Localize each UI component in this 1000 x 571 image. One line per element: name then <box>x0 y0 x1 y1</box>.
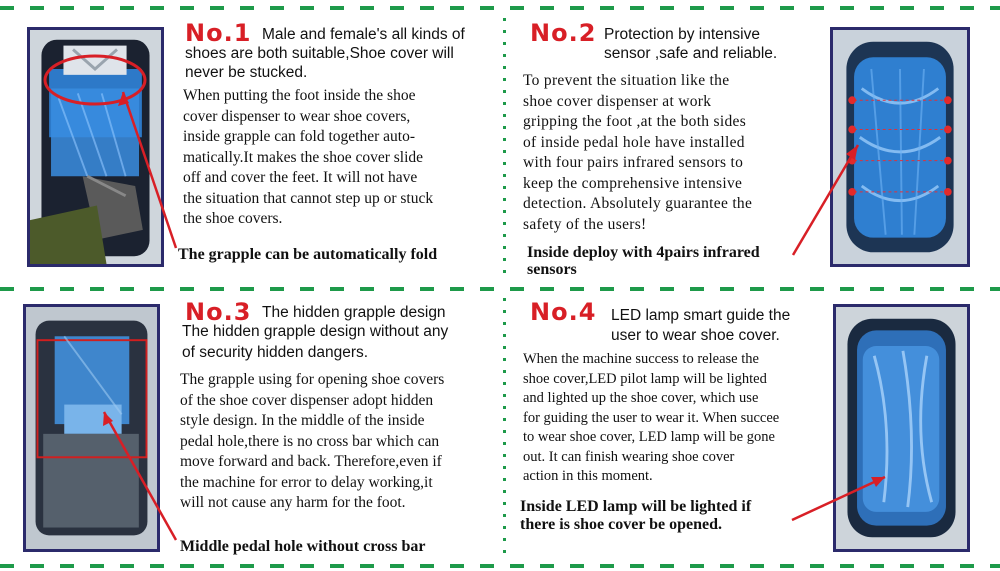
section1-heading-line2: shoes are both suitable,Shoe cover will <box>185 45 454 62</box>
top-divider <box>0 6 1000 10</box>
section3-heading-line2: The hidden grapple design without any <box>182 323 449 340</box>
body-line: off and cover the feet. It will not have <box>183 169 418 186</box>
section2-caption-line2: sensors <box>527 261 577 278</box>
section3-number: No.3 <box>185 298 252 326</box>
body-line: of inside pedal hole have installed <box>523 133 745 151</box>
section4-body <box>523 350 823 487</box>
body-line: of the shoe cover dispenser adopt hidden <box>180 391 434 409</box>
section3-caption: Middle pedal hole without cross bar <box>180 538 426 555</box>
body-line: keep the comprehensive intensive <box>523 174 743 192</box>
section3-body <box>180 370 496 514</box>
section2-heading-line1: Protection by intensive <box>604 26 760 43</box>
section1-heading-line3: never be stucked. <box>185 64 308 81</box>
grapple-photo <box>27 27 164 267</box>
body-line: the situation that cannot step up or stuck <box>183 189 434 207</box>
section3-heading-line3: of security hidden dangers. <box>182 344 369 361</box>
body-line: To prevent the situation like the <box>523 72 730 89</box>
body-line: matically.It makes the shoe cover slide <box>183 148 424 166</box>
section4-number: No.4 <box>530 298 597 326</box>
body-line: When putting the foot inside the shoe <box>183 87 416 104</box>
body-line: move forward and back. Therefore,even if <box>180 453 442 470</box>
body-line: inside grapple can fold together auto- <box>183 128 415 145</box>
section4-caption-line2: there is shoe cover be opened. <box>520 516 723 533</box>
sensor-photo <box>830 27 970 267</box>
center-divider-upper <box>503 18 506 280</box>
body-line: The grapple using for opening shoe covers <box>180 371 445 388</box>
section1-caption: The grapple can be automatically fold <box>178 246 438 263</box>
led-lamp-photo <box>833 304 970 552</box>
section4-caption-line1: Inside LED lamp will be lighted if <box>520 498 752 515</box>
middle-divider <box>0 287 1000 291</box>
body-line: out. It can finish wearing shoe cover <box>523 448 735 465</box>
body-line: When the machine success to release the <box>523 351 759 367</box>
body-line: gripping the foot ,at the both sides <box>523 113 747 130</box>
section1-heading-line1: Male and female's all kinds of <box>262 26 465 43</box>
section1-body <box>183 86 499 230</box>
body-line: shoe cover,LED pilot lamp will be lighted <box>523 370 767 387</box>
body-line: the machine for error to delay working,it <box>180 473 433 491</box>
body-line: action in this moment. <box>523 468 653 484</box>
section2-number: No.2 <box>530 19 597 47</box>
section4-heading-line2: user to wear shoe cover. <box>611 327 780 344</box>
section2-heading-line2: sensor ,safe and reliable. <box>604 45 778 62</box>
body-line: with four pairs infrared sensors to <box>523 154 744 171</box>
bottom-divider <box>0 564 1000 568</box>
body-line: the shoe covers. <box>183 210 283 227</box>
body-line: safety of the users! <box>523 215 647 233</box>
section3-heading-line1: The hidden grapple design <box>262 304 446 321</box>
body-line: to wear shoe cover, LED lamp will be gone <box>523 429 775 445</box>
section2-body <box>523 71 816 235</box>
body-line: for guiding the user to wear it. When succee <box>523 409 780 426</box>
section4-heading-line1: LED lamp smart guide the <box>611 307 791 324</box>
center-divider-lower <box>503 298 506 560</box>
body-line: pedal hole,there is no cross bar which can <box>180 432 440 450</box>
section2-caption-line1: Inside deploy with 4pairs infrared <box>527 244 760 261</box>
body-line: and lighted up the shoe cover, which use <box>523 390 759 406</box>
hidden-grapple-photo <box>23 304 160 552</box>
body-line: cover dispenser to wear shoe covers, <box>183 107 411 125</box>
body-line: shoe cover dispenser at work <box>523 92 712 110</box>
body-line: style design. In the middle of the inside <box>180 412 425 429</box>
body-line: detection. Absolutely guarantee the <box>523 195 753 212</box>
section1-number: No.1 <box>185 19 252 47</box>
body-line: will not cause any harm for the foot. <box>180 494 406 511</box>
